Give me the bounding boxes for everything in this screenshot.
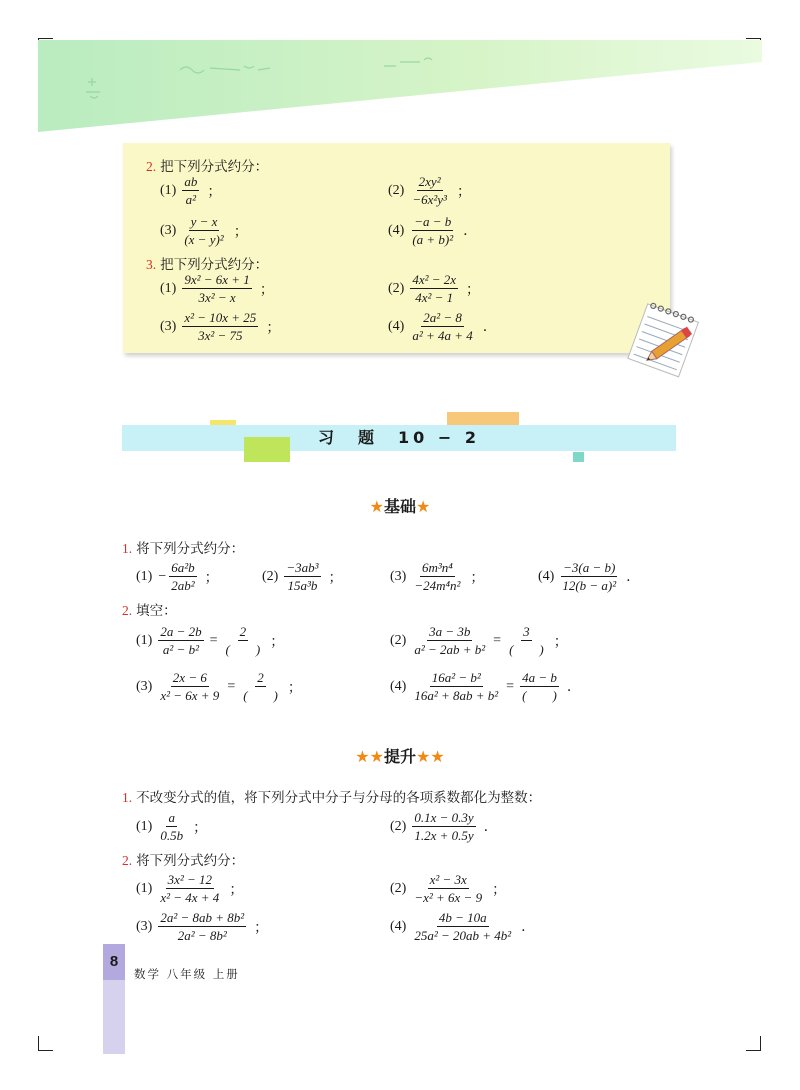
fraction <box>169 560 196 593</box>
problem-label: (2) <box>262 568 279 584</box>
fraction <box>182 214 225 247</box>
problem-label: (1) <box>136 632 153 648</box>
problem-label: (4) <box>388 222 405 238</box>
basic-1-4 <box>538 560 631 593</box>
denominator: a² + 4a + 4 <box>412 328 473 343</box>
notepad-pencil-icon <box>624 302 706 380</box>
numerator: −3(a − b) <box>563 560 616 575</box>
star-icon: ★ <box>416 497 431 516</box>
problem-label: (2) <box>388 182 405 198</box>
problem-label: (3) <box>160 222 177 238</box>
fraction <box>158 810 185 843</box>
problem-label: (4) <box>388 318 405 334</box>
fraction <box>158 670 221 703</box>
exercise-number: 2. <box>122 853 133 868</box>
advanced-1-2 <box>390 810 488 843</box>
denominator: 3x² − 75 <box>198 328 243 343</box>
exercise-text: 不改变分式的值，将下列分式中分子与分母的各项系数都化为整数： <box>136 790 542 806</box>
punctuation: . <box>483 818 489 835</box>
problem-label: (3) <box>136 678 153 694</box>
star-icon: ★★ <box>355 747 384 766</box>
punctuation: . <box>566 678 572 695</box>
problem-label: (2) <box>390 880 407 896</box>
problem-3-1 <box>160 272 274 305</box>
fraction <box>182 174 199 207</box>
blank-fraction <box>241 670 280 703</box>
problem-label: (1) <box>136 818 153 834</box>
denominator: 16a² + 8ab + b² <box>414 688 499 703</box>
problem-3-4 <box>388 310 487 343</box>
problem-label: (3) <box>390 568 407 584</box>
numerator: 2x − 6 <box>172 670 207 685</box>
equals-sign: = <box>209 632 218 648</box>
advanced-2-2 <box>390 872 506 905</box>
level-basic-heading <box>0 494 800 517</box>
exercise-3-heading <box>146 253 268 273</box>
punctuation: ； <box>553 633 568 650</box>
equals-sign: = <box>227 678 236 694</box>
numerator: x² − 3x <box>429 872 467 887</box>
decor-teal-square <box>573 452 584 462</box>
fraction <box>410 214 455 247</box>
level-advanced-heading <box>0 744 800 767</box>
numerator: 16a² − b² <box>431 670 481 685</box>
problem-label: (2) <box>390 632 407 648</box>
denominator: 25a² − 20ab + 4b² <box>414 928 512 943</box>
basic-2-4 <box>390 670 571 703</box>
advanced-1-1 <box>136 810 207 843</box>
advanced-2-1 <box>136 872 243 905</box>
punctuation: ； <box>470 569 485 586</box>
punctuation: ； <box>229 881 244 898</box>
numerator: 2xy² <box>418 174 441 189</box>
level-title: 提升 <box>383 747 416 766</box>
blank-denominator: ( ) <box>509 642 544 657</box>
denominator: (a + b)² <box>412 232 454 247</box>
exercise-text: 填空： <box>136 603 177 619</box>
denominator: a² − b² <box>162 642 199 657</box>
fraction <box>560 560 618 593</box>
blank-fraction <box>224 624 263 657</box>
punctuation: ； <box>456 183 471 200</box>
fraction <box>410 272 458 305</box>
star-icon: ★★ <box>416 747 445 766</box>
numerator: −a − b <box>414 214 452 229</box>
denominator: x² − 6x + 9 <box>160 688 220 703</box>
star-icon: ★ <box>369 497 384 516</box>
numerator: 2a − 2b <box>160 624 202 639</box>
section-title-bar <box>122 425 676 451</box>
punctuation: ； <box>492 881 507 898</box>
fraction <box>182 272 251 305</box>
problem-label: (3) <box>136 918 153 934</box>
book-title: 数学 八年级 上册 <box>134 967 240 981</box>
basic-q1-heading <box>122 537 244 557</box>
advanced-2-4 <box>390 910 526 943</box>
blank-denominator: ( ) <box>522 688 557 703</box>
fraction <box>284 560 320 593</box>
numerator: −3ab³ <box>286 560 319 575</box>
equals-sign: = <box>506 678 515 694</box>
problem-2-1 <box>160 174 221 207</box>
fraction <box>412 910 513 943</box>
page-number: 8 <box>103 944 125 980</box>
problem-label: (1) <box>136 568 153 584</box>
fraction <box>158 624 203 657</box>
fraction <box>158 872 221 905</box>
basic-2-3 <box>136 670 302 703</box>
punctuation: ； <box>259 281 274 298</box>
basic-1-3 <box>390 560 484 593</box>
numerator: 2 <box>239 624 247 639</box>
problem-2-3 <box>160 214 248 247</box>
punctuation: ； <box>466 281 481 298</box>
blank-denominator: ( ) <box>243 688 278 703</box>
punctuation: ； <box>266 319 281 336</box>
decor-green-note <box>244 437 290 462</box>
denominator: a² − 2ab + b² <box>414 642 486 657</box>
punctuation: . <box>463 222 468 239</box>
problem-label: (1) <box>136 880 153 896</box>
exercise-text: 把下列分式约分： <box>160 257 269 273</box>
punctuation: ； <box>328 569 343 586</box>
punctuation: . <box>626 568 631 585</box>
numerator: 2 <box>257 670 264 685</box>
fraction <box>412 872 484 905</box>
fraction <box>410 174 449 207</box>
fraction <box>412 560 462 593</box>
problem-label: (4) <box>390 678 407 694</box>
denominator: 12(b − a)² <box>562 578 617 593</box>
fraction <box>158 910 246 943</box>
denominator: 15a³b <box>287 578 318 593</box>
basic-1-1 <box>136 560 219 593</box>
denominator: −x² + 6x − 9 <box>414 890 483 905</box>
denominator: −6x²y³ <box>412 192 447 207</box>
problem-2-2 <box>388 174 471 207</box>
exercise-number: 3. <box>146 257 157 272</box>
denominator: x² − 4x + 4 <box>160 890 220 905</box>
advanced-q2-heading <box>122 849 244 869</box>
numerator: 3x² − 12 <box>167 872 213 887</box>
punctuation: ； <box>287 679 302 696</box>
numerator: 0.1x − 0.3y <box>414 810 474 825</box>
problem-label: (1) <box>160 182 177 198</box>
exercise-number: 1. <box>122 790 133 805</box>
numerator: x² − 10x + 25 <box>184 310 257 325</box>
basic-2-2 <box>390 624 568 657</box>
problem-label: (4) <box>390 918 407 934</box>
denominator: a² <box>185 192 197 207</box>
punctuation: . <box>482 318 488 335</box>
fraction <box>412 810 475 843</box>
punctuation: ； <box>233 223 248 240</box>
problem-label: (2) <box>390 818 407 834</box>
numerator: 4a − b <box>522 670 557 685</box>
basic-2-1 <box>136 624 284 657</box>
numerator: 2a² − 8 <box>423 310 462 325</box>
basic-q2-heading <box>122 599 177 619</box>
problem-3-2 <box>388 272 480 305</box>
fraction <box>182 310 258 343</box>
denominator: 0.5b <box>160 828 184 843</box>
minus-sign: − <box>158 568 167 584</box>
exercise-number: 2. <box>146 159 157 174</box>
exercise-number: 1. <box>122 541 133 556</box>
numerator: 9x² − 6x + 1 <box>184 272 250 287</box>
decor-orange-note <box>447 412 519 426</box>
numerator: 4b − 10a <box>438 910 487 925</box>
problem-label: (3) <box>160 318 177 334</box>
problem-label: (1) <box>160 280 177 296</box>
numerator: 3a − 3b <box>429 624 471 639</box>
numerator: 4x² − 2x <box>412 272 457 287</box>
fraction <box>410 310 474 343</box>
level-title: 基础 <box>383 497 416 516</box>
denominator: 2a² − 8b² <box>177 928 227 943</box>
basic-1-2 <box>262 560 343 593</box>
punctuation: . <box>521 918 526 935</box>
denominator: 1.2x + 0.5y <box>414 828 474 843</box>
denominator: 4x² − 1 <box>415 290 454 305</box>
numerator: 2a² − 8ab + 8b² <box>160 910 245 925</box>
numerator: ab <box>184 174 198 189</box>
crop-mark-bottom-right <box>746 1036 761 1051</box>
exercise-text: 将下列分式约分： <box>136 541 245 557</box>
crop-mark-bottom-left <box>38 1036 53 1051</box>
problem-3-3 <box>160 310 280 343</box>
denominator: −24m⁴n² <box>414 578 461 593</box>
numerator: 3 <box>523 624 530 639</box>
denominator: 3x² − x <box>198 290 236 305</box>
denominator: 2ab² <box>171 578 195 593</box>
punctuation: ； <box>193 819 208 836</box>
fraction <box>412 624 487 657</box>
fraction <box>412 670 500 703</box>
punctuation: ； <box>207 183 222 200</box>
denominator: (x − y)² <box>184 232 224 247</box>
advanced-2-3 <box>136 910 268 943</box>
section-title: 习 题 10 − 2 <box>318 428 480 447</box>
advanced-q1-heading <box>122 786 541 806</box>
exercise-2-heading <box>146 155 268 175</box>
equals-sign: = <box>493 632 502 648</box>
blank-denominator: ( ) <box>225 642 261 657</box>
numerator: 6a²b <box>171 560 195 575</box>
numerator: 6m³n⁴ <box>421 560 453 575</box>
problem-2-4 <box>388 214 468 247</box>
problem-label: (4) <box>538 568 555 584</box>
exercise-text: 把下列分式约分： <box>160 159 269 175</box>
blank-fraction <box>520 670 559 703</box>
numerator: y − x <box>190 214 218 229</box>
exercise-text: 将下列分式约分： <box>136 853 245 869</box>
numerator: a <box>168 810 175 825</box>
punctuation: ； <box>204 569 219 586</box>
header-banner <box>0 0 800 140</box>
exercise-number: 2. <box>122 603 133 618</box>
blank-fraction <box>507 624 546 657</box>
punctuation: ； <box>270 633 285 650</box>
problem-label: (2) <box>388 280 405 296</box>
punctuation: ； <box>254 919 269 936</box>
